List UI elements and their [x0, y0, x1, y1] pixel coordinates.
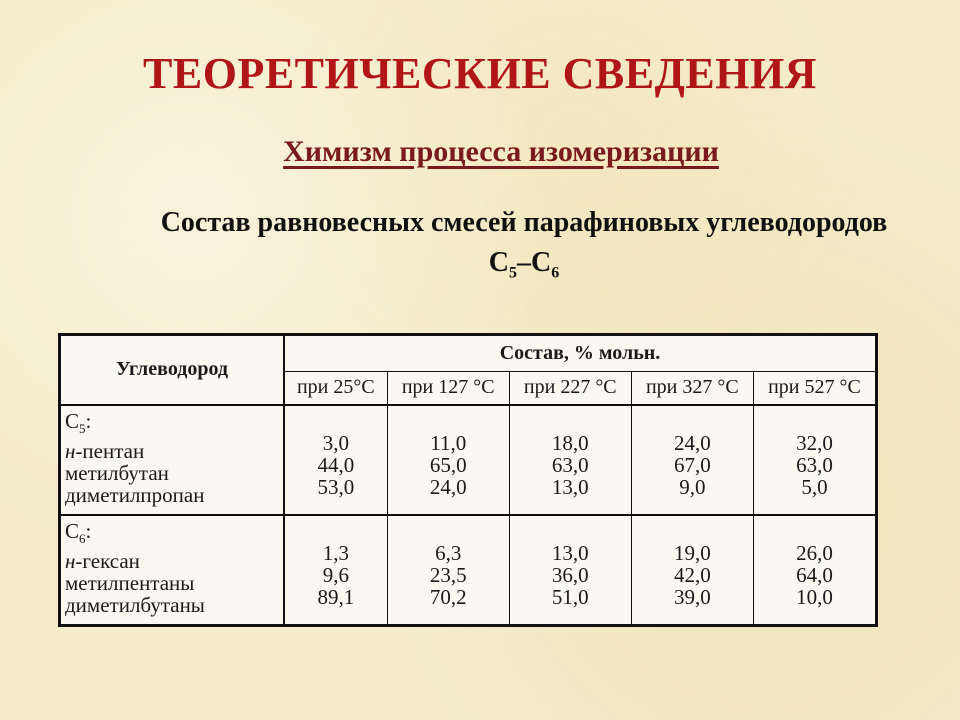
composition-value: 39,0 [673, 584, 711, 609]
composition-values-cell [753, 405, 875, 515]
composition-value: 44,0 [317, 452, 355, 477]
composition-value: 51,0 [551, 584, 589, 609]
header-temperature: при 327 °С [631, 372, 753, 405]
composition-value: 1,3 [322, 540, 349, 565]
composition-value: 24,0 [673, 430, 711, 455]
table-row [61, 405, 876, 515]
hydrocarbon-names-cell [61, 405, 285, 515]
component-name: н-пентан [65, 438, 145, 463]
header-temperature: при 127 °С [387, 372, 509, 405]
composition-value: 32,0 [796, 430, 833, 455]
composition-value: 18,0 [551, 430, 589, 455]
composition-table-container [58, 333, 878, 627]
section-subtitle: Химизм процесса изомеризации [283, 135, 719, 168]
composition-values-cell [509, 515, 631, 625]
component-name: диметилпропан [65, 482, 205, 507]
composition-value: 63,0 [796, 452, 833, 477]
group-label: $С_6$: [65, 518, 92, 546]
page-title: ТЕОРЕТИЧЕСКИЕ СВЕДЕНИЯ [143, 49, 817, 98]
composition-value: 36,0 [551, 562, 589, 587]
composition-values-cell [387, 515, 509, 625]
header-hydrocarbon: Углеводород [61, 336, 285, 405]
component-name: диметилбутаны [65, 592, 205, 617]
header-composition: Состав, % мольн. [284, 336, 876, 372]
composition-value: 9,6 [322, 562, 349, 587]
composition-values-cell [284, 515, 387, 625]
composition-value: 3,0 [322, 430, 349, 455]
composition-value: 42,0 [673, 562, 711, 587]
hydrocarbon-names-cell [61, 515, 285, 625]
table-caption [104, 203, 944, 294]
composition-value: 6,3 [435, 540, 462, 565]
composition-value: 64,0 [796, 562, 833, 587]
composition-value: 19,0 [673, 540, 711, 565]
composition-value: 26,0 [796, 540, 833, 565]
caption-text: Состав равновесных смесей парафиновых углеводородов [160, 207, 888, 238]
header-temperature: при 25°С [284, 372, 387, 405]
caption-formula: $С_5-С_6$ [488, 247, 560, 282]
composition-value: 67,0 [673, 452, 711, 477]
composition-values-cell [631, 515, 753, 625]
composition-value: 9,0 [679, 474, 706, 499]
composition-value: 10,0 [796, 584, 833, 609]
composition-value: 13,0 [551, 474, 589, 499]
composition-value: 70,2 [429, 584, 467, 609]
composition-value: 63,0 [551, 452, 589, 477]
composition-value: 5,0 [801, 474, 828, 499]
header-temperature: при 227 °С [509, 372, 631, 405]
composition-values-cell [753, 515, 875, 625]
component-name: метилбутан [65, 460, 169, 485]
composition-values-cell [284, 405, 387, 515]
composition-values-cell [509, 405, 631, 515]
composition-values-cell [387, 405, 509, 515]
composition-value: 53,0 [317, 474, 355, 499]
composition-value: 23,5 [429, 562, 467, 587]
composition-value: 11,0 [430, 430, 467, 455]
composition-values-cell [631, 405, 753, 515]
table-row [61, 515, 876, 625]
composition-value: 89,1 [317, 584, 355, 609]
composition-value: 24,0 [429, 474, 467, 499]
composition-table [60, 335, 876, 625]
header-temperature: при 527 °С [753, 372, 875, 405]
component-name: н-гексан [65, 548, 140, 573]
group-label: $С_5$: [65, 408, 92, 436]
composition-value: 65,0 [429, 452, 467, 477]
composition-value: 13,0 [551, 540, 589, 565]
component-name: метилпентаны [65, 570, 195, 595]
